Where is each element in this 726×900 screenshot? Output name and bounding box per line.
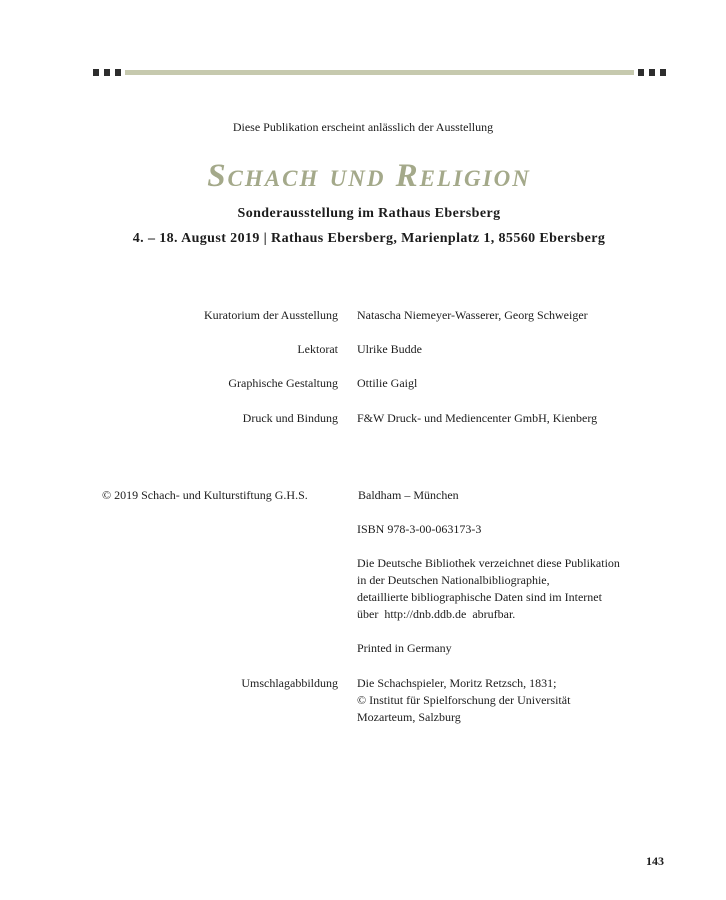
dnb-line: Die Deutsche Bibliothek verzeichnet diese Publikation [357,556,620,570]
credit-label: Druck und Bindung [242,411,338,425]
rule-square-icon [660,69,666,76]
rule-square-icon [649,69,655,76]
intro-text: Diese Publikation erscheint anlässlich der Ausstellung [232,120,494,134]
decorative-header-rule [93,68,666,77]
rule-bar [125,70,634,75]
cover-line: Die Schachspieler, Moritz Retzsch, 1831; [357,676,557,690]
credit-label: Kuratorium der Ausstellung [204,308,338,322]
dnb-line: detaillierte bibliographische Daten sind im Internet [357,590,602,604]
printed-text: Printed in Germany [357,641,452,655]
rule-square-icon [93,69,99,76]
credit-label: Graphische Gestaltung [228,376,338,390]
credit-value: Natascha Niemeyer-Wasserer, Georg Schweiger [357,308,588,322]
dnb-line: in der Deutschen Nationalbibliographie, [357,573,550,587]
credit-value: Ulrike Budde [357,342,422,356]
credit-value: F&W Druck- und Mediencenter GmbH, Kienberg [357,411,598,425]
copyright-text: © 2019 Schach- und Kulturstiftung G.H.S. [102,488,308,502]
exhibition-title: Schach und Religion [207,158,531,194]
isbn-text: ISBN 978-3-00-063173-3 [357,522,482,536]
cover-label: Umschlagabbildung [241,676,338,690]
credit-value: Ottilie Gaigl [357,376,418,390]
rule-square-icon [115,69,121,76]
rule-square-icon [638,69,644,76]
exhibition-subtitle: Sonderausstellung im Rathaus Ebersberg [237,206,501,221]
cover-line: © Institut für Spielforschung der Universität [357,693,571,707]
page-number: 143 [646,854,664,868]
publisher-place: Baldham – München [355,488,459,502]
credit-label: Lektorat [297,342,338,356]
rule-square-icon [104,69,110,76]
dnb-line: über http://dnb.ddb.de abrufbar. [357,607,516,621]
cover-line: Mozarteum, Salzburg [357,710,461,724]
exhibition-dates: 4. – 18. August 2019 | Rathaus Ebersberg, Marienplatz 1, 85560 Ebersberg [132,231,606,246]
